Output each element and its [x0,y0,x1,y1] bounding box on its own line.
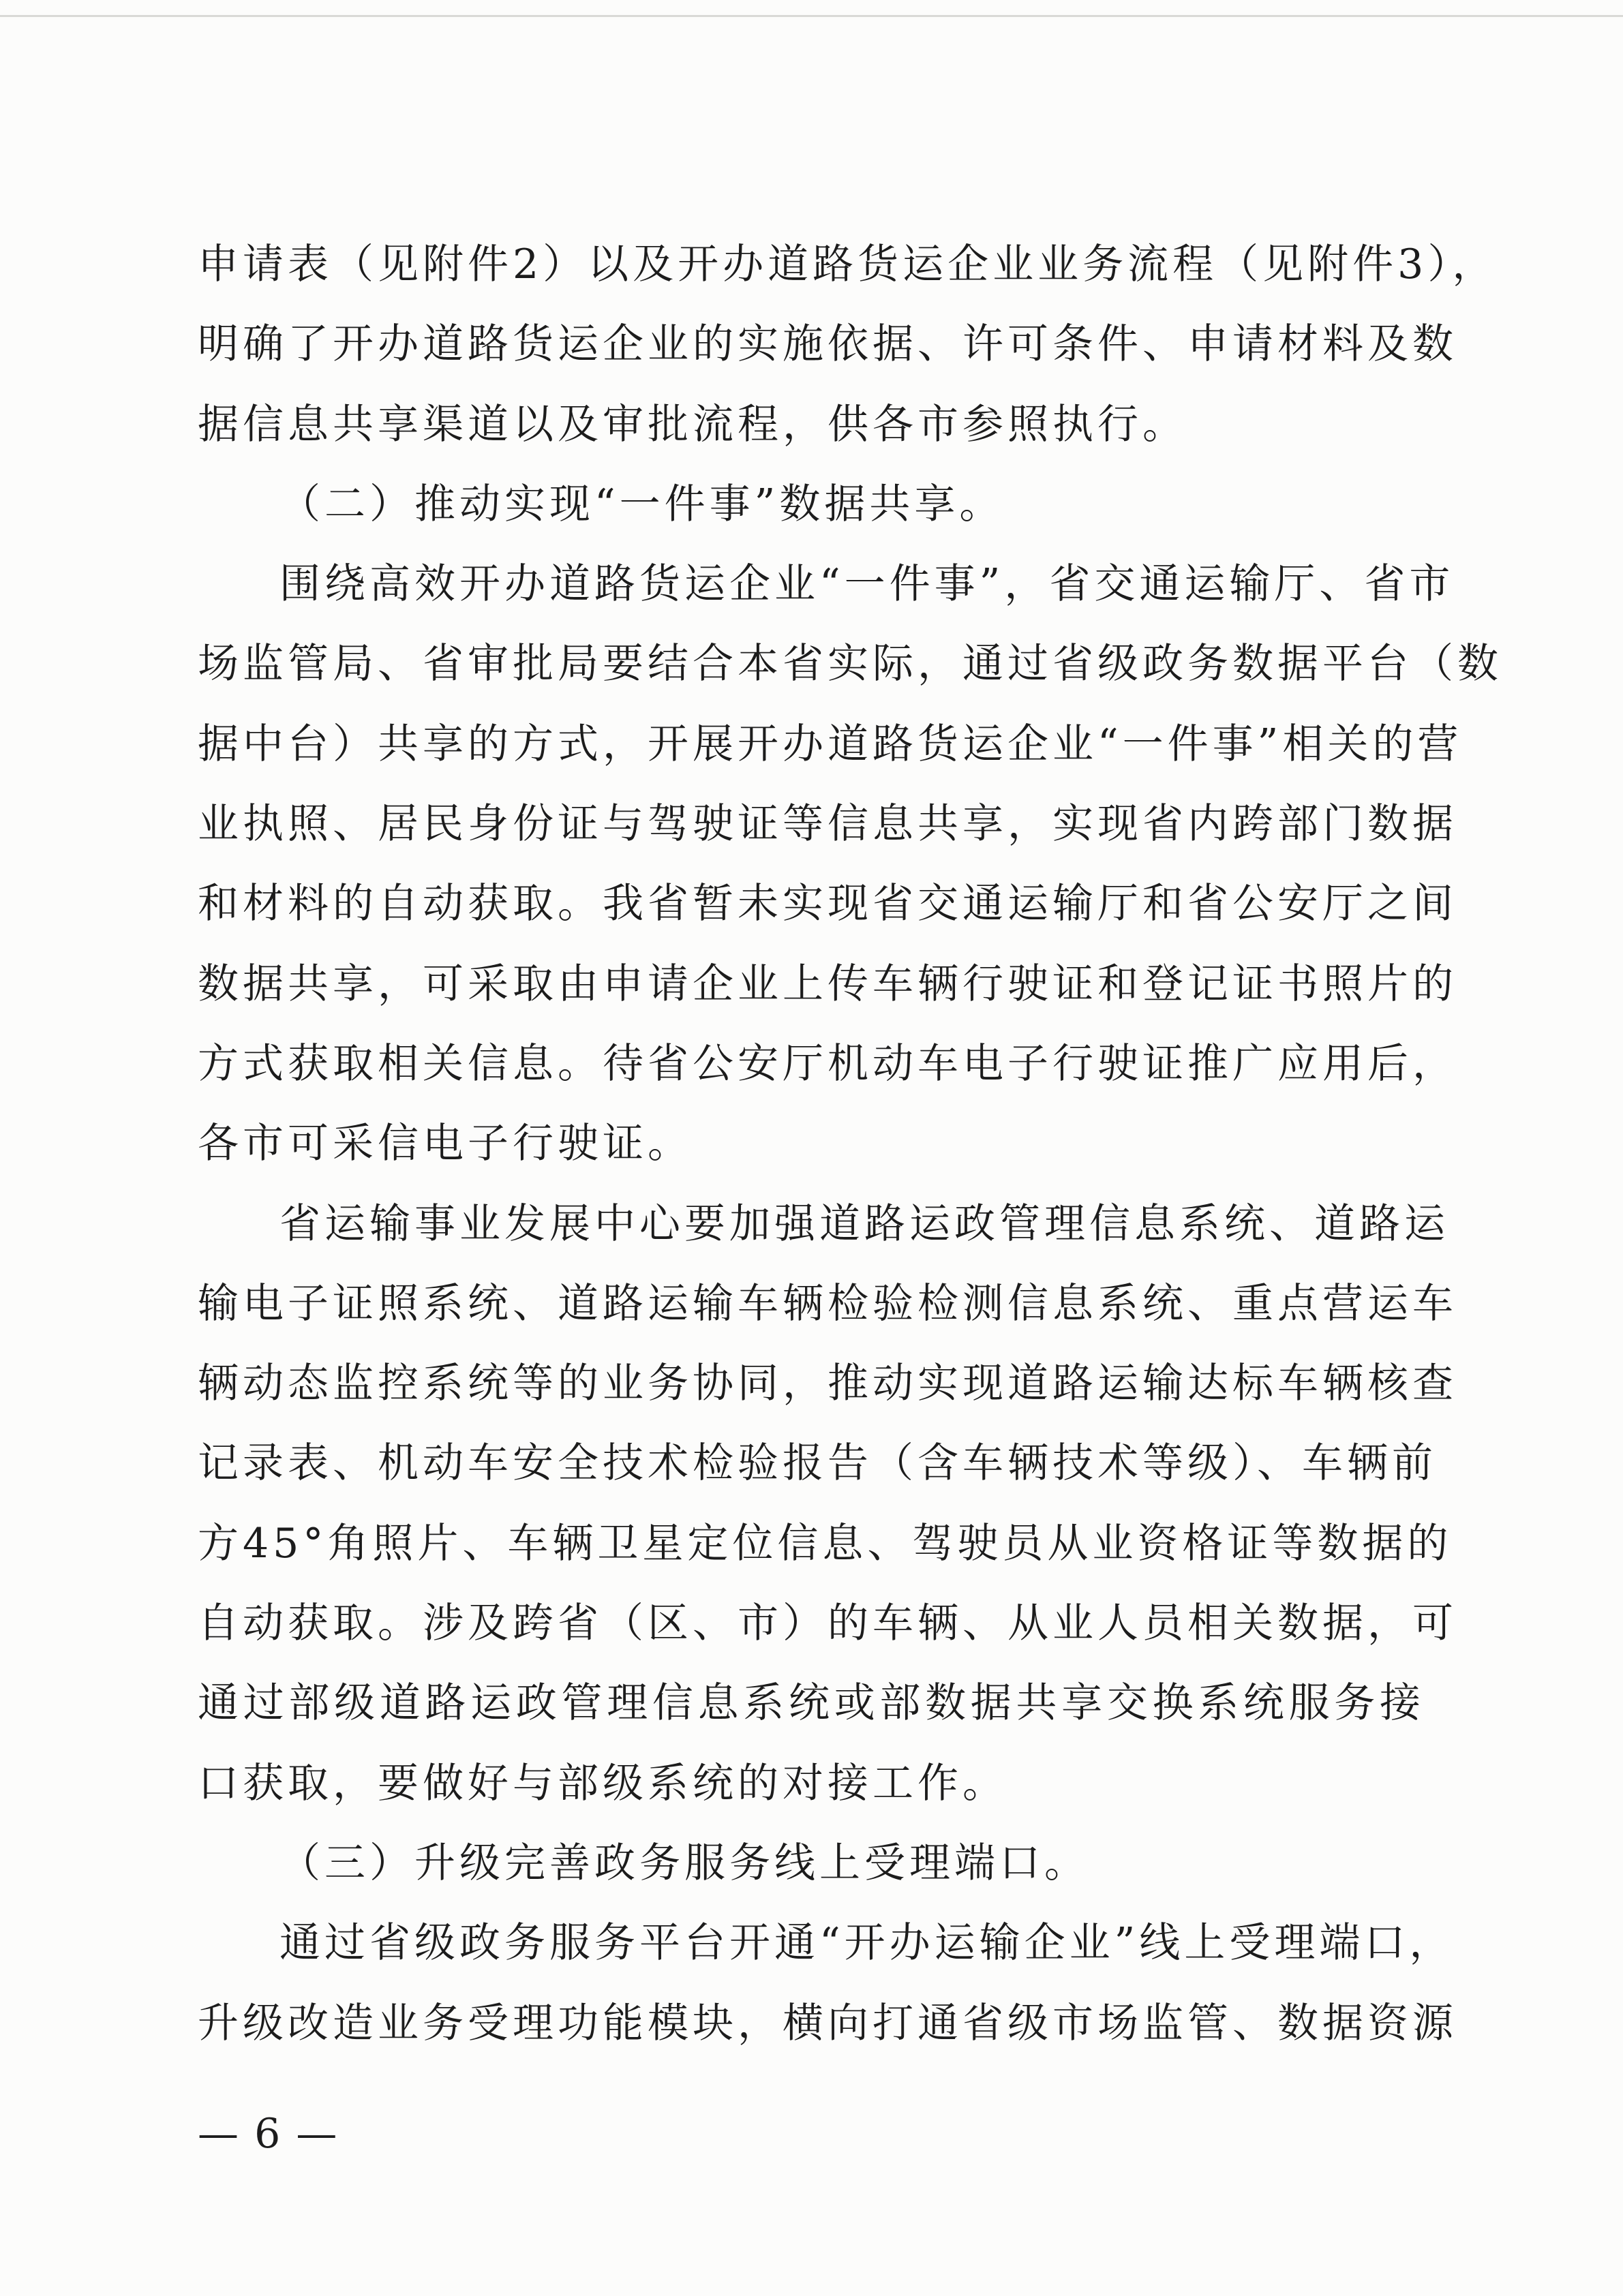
body-line: 方45°角照片、车辆卫星定位信息、驾驶员从业资格证等数据的 [198,1519,1453,1567]
body-line: 明确了开办道路货运企业的实施依据、许可条件、申请材料及数 [198,320,1457,369]
body-line: 记录表、机动车安全技术检验报告（含车辆技术等级）、车辆前 [198,1439,1437,1488]
top-edge-rule [0,15,1623,17]
body-line: 口获取，要做好与部级系统的对接工作。 [198,1759,1007,1807]
document-body [198,241,1502,2083]
body-line: 自动获取。涉及跨省（区、市）的车辆、从业人员相关数据，可 [198,1599,1457,1648]
body-line: 方式获取相关信息。待省公安厅机动车电子行驶证推广应用后， [198,1039,1457,1088]
body-line: 省运输事业发展中心要加强道路运政管理信息系统、道路运 [279,1199,1449,1248]
body-line: 围绕高效开办道路货运企业“一件事”，省交通运输厅、省市 [279,560,1455,609]
body-line: 业执照、居民身份证与驾驶证等信息共享，实现省内跨部门数据 [198,800,1457,848]
body-line: 升级改造业务受理功能模块，横向打通省级市场监管、数据资源 [198,1999,1457,2047]
page-number: — 6 — [198,2110,339,2158]
body-line: 辆动态监控系统等的业务协同，推动实现道路运输达标车辆核查 [198,1360,1457,1408]
body-line: 输电子证照系统、道路运输车辆检验检测信息系统、重点营运车 [198,1279,1457,1328]
body-line: 数据共享，可采取由申请企业上传车辆行驶证和登记证书照片的 [198,960,1457,1008]
body-line: 场监管局、省审批局要结合本省实际，通过省级政务数据平台（数 [198,640,1502,688]
section-heading-3: （三）升级完善政务服务线上受理端口。 [279,1839,1089,1887]
body-line: 各市可采信电子行驶证。 [198,1120,693,1168]
section-heading-2: （二）推动实现“一件事”数据共享。 [279,480,1005,528]
body-line: 据中台）共享的方式，开展开办道路货运企业“一件事”相关的营 [198,720,1463,768]
body-line: 据信息共享渠道以及审批流程，供各市参照执行。 [198,400,1187,448]
body-line: 通过省级政务服务平台开通“开办运输企业”线上受理端口， [279,1919,1455,1968]
body-line: 通过部级道路运政管理信息系统或部数据共享交换系统服务接 [198,1679,1425,1728]
body-line: 和材料的自动获取。我省暂未实现省交通运输厅和省公安厅之间 [198,880,1457,928]
body-line: 申请表（见附件2）以及开办道路货运企业业务流程（见附件3）， [198,241,1498,288]
